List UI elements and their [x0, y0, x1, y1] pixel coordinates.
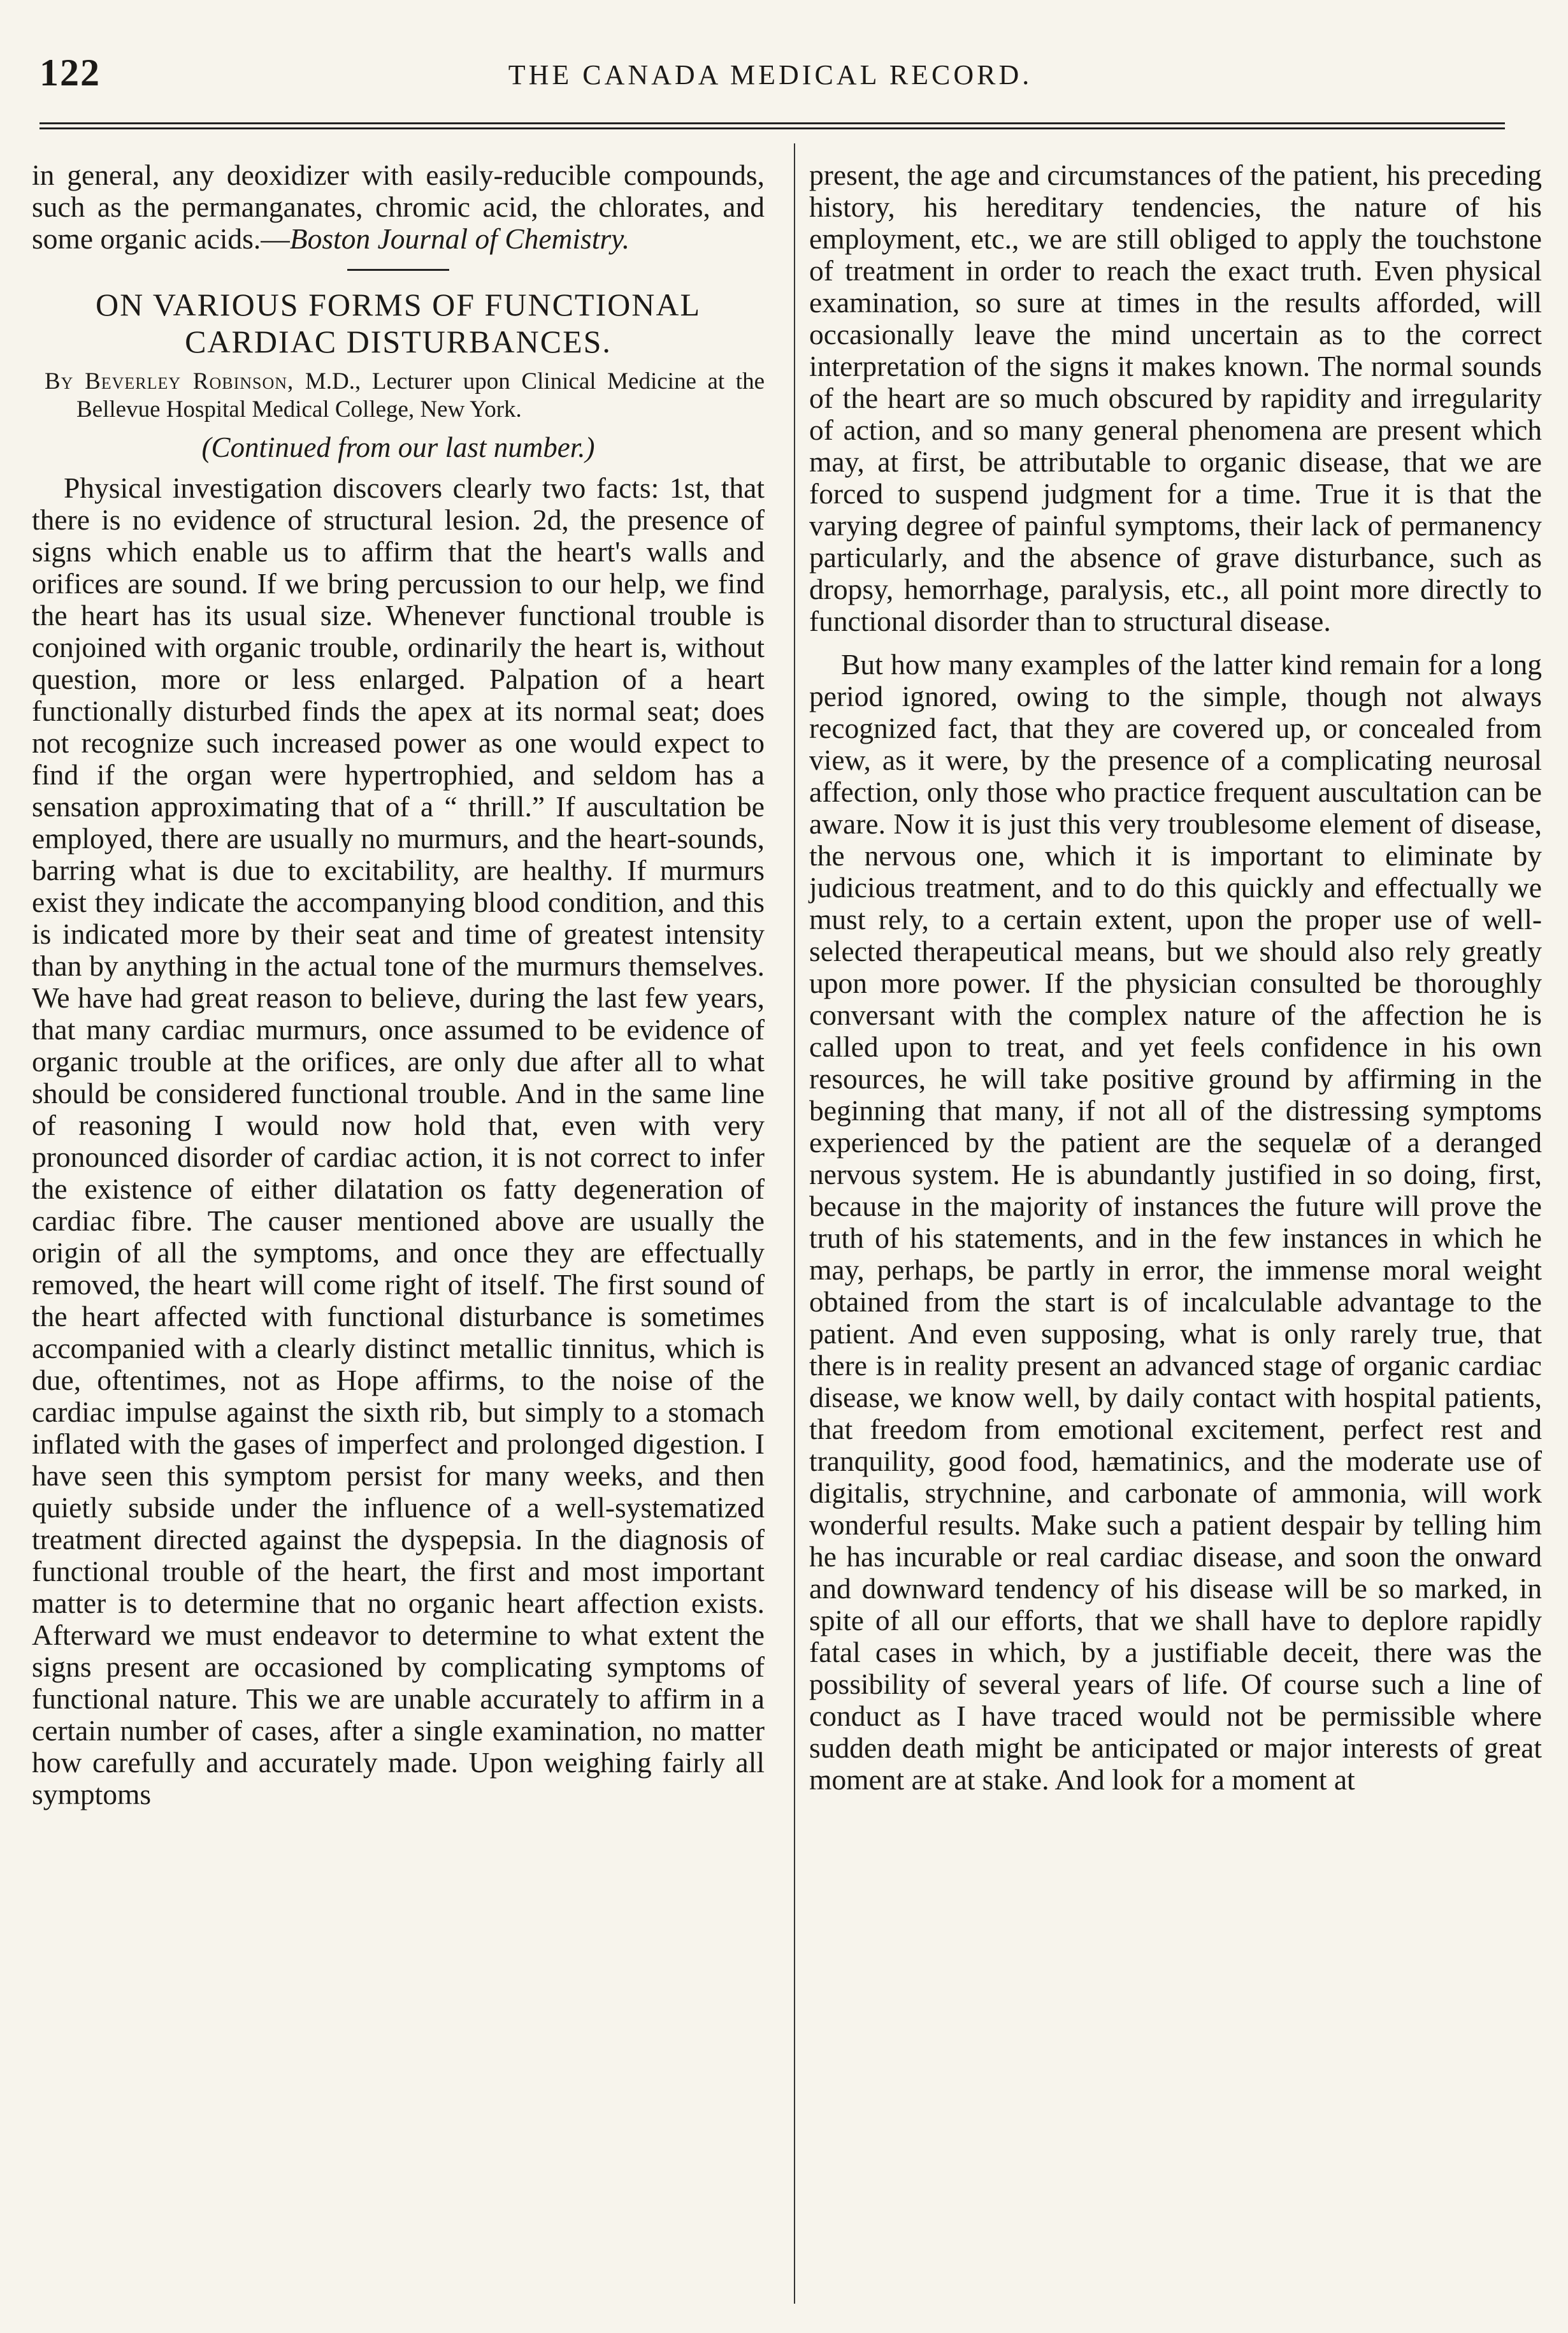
- column-divider: [794, 143, 795, 2304]
- right-column: [809, 159, 1542, 1796]
- continued-note: (Continued from our last number.): [201, 431, 595, 463]
- continuation-paragraph: [32, 159, 765, 255]
- byline-author: Beverley Robinson,: [85, 368, 294, 394]
- article-title: ON VARIOUS FORMS OF FUNCTIONAL CARDIAC DISTURBANCES.: [96, 287, 701, 359]
- byline: [32, 368, 765, 424]
- header-rule-bottom: [40, 127, 1505, 129]
- header-rule-top: [40, 122, 1505, 124]
- page-number: 122: [40, 52, 101, 94]
- article-body-paragraph: Physical investigation discovers clearly two facts: 1st, that there is no evidence of structural lesion. 2d, the presence of signs which enable us to affirm that the heart's walls and orifices are sound. If we bring percussion to our help, we find the heart has its usual size. Whenever functional trouble is conjoined with organic trouble, ordinarily the heart is, without question, more or less enlarged. Palpation of a heart functionally disturbed finds the apex at its normal seat; does not recognize such increased power as one would expect to find if the organ were hypertrophied, and seldom has a sensation approximating that of a “ thrill.” If auscultation be employed, there are usually no murmurs, and the heart-sounds, barring what is due to excitability, are healthy. If murmurs exist they indicate the accompanying blood condition, and this is indicated more by their seat and time of greatest intensity than by anything in the actual tone of the murmurs themselves. We have had great reason to believe, during the last few years, that many cardiac murmurs, once assumed to be evidence of organic trouble at the orifices, are only due after all to what should be considered functional trouble. And in the same line of reasoning I would now hold that, even with very pronounced disorder of cardiac action, it is not correct to infer the existence of either dilatation os fatty degeneration of cardiac fibre. The causer mentioned above are usually the origin of all the symptoms, and once they are effectually removed, the heart will come right of itself. The first sound of the heart affected with functional disturbance is sometimes accompanied with a clearly distinct metallic tinnitus, which is due, oftentimes, not as Hope affirms, to the noise of the cardiac impulse against the sixth rib, but simply to a stomach inflated with the gases of imperfect and prolonged digestion. I have seen this symptom persist for many weeks, and then quietly subside under the influence of a well-systematized treatment directed against the dyspepsia. In the diagnosis of functional trouble of the heart, the first and most important matter is to determine that no organic heart affection exists. Afterward we must endeavor to determine to what extent the signs present are occasioned by complicating symptoms of functional nature. This we are unable accurately to affirm in a certain number of cases, after a single examination, no matter how carefully and accurately made. Upon weighing fairly all symptoms: [32, 472, 765, 1810]
- byline-prefix: By: [45, 368, 74, 394]
- running-head: THE CANADA MEDICAL RECORD.: [508, 59, 1033, 90]
- left-column: [32, 159, 765, 1810]
- paragraph-continued: present, the age and circumstances of the patient, his preceding history, his hereditary tendencies, the nature of his employment, etc., we are still obliged to apply the touchstone of treatment in order to reach the exact truth. Even physical examination, so sure at times in the results afforded, will occasionally leave the mind uncertain as to the correct interpretation of the signs it makes known. The normal sounds of the heart are so much obscured by rapidity and irregularity of action, and so many general phenomena are present which may, at first, be attributable to organic disease, that we are forced to suspend judgment for a time. True it is that the varying degree of painful symptoms, their lack of permanency particularly, and the absence of grave disturbance, such as dropsy, hemorrhage, paralysis, etc., all point more directly to functional disorder than to structural disease.: [809, 159, 1542, 637]
- section-divider: [347, 269, 449, 271]
- continuation-text: in general, any deoxidizer with easily-reducible compounds, such as the permanganates, chromic acid, the chlorates, and some organic acids.—: [32, 159, 765, 255]
- byline-affiliation: M.D., Lecturer upon Clinical Medicine at the Bellevue Hospital Medical College, New York.: [76, 368, 765, 423]
- paragraph: But how many examples of the latter kind remain for a long period ignored, owing to the simple, though not always recognized fact, that they are covered up, or concealed from view, as it were, by the presence of a complicating neurosal affection, only those who practice frequent auscultation can be aware. Now it is just this very troublesome element of disease, the nervous one, which it is important to eliminate by judicious treatment, and to do this quickly and effectually we must rely, to a certain extent, upon the proper use of well-selected therapeutical means, but we should also rely greatly upon more power. If the physician consulted be thoroughly conversant with the complex nature of the affection he is called upon to treat, and yet feels confidence in his own resources, he will take positive ground by affirming in the beginning that many, if not all of the distressing symptoms experienced by the patient are the sequelæ of a deranged nervous system. He is abundantly justified in so doing, first, because in the majority of instances the future will prove the truth of his statements, and in the few instances in which he may, perhaps, be partly in error, the immense moral weight obtained from the start is of incalculable advantage to the patient. And even supposing, what is only rarely true, that there is in reality present an advanced stage of organic cardiac disease, we know well, by daily contact with hospital patients, that freedom from emotional excitement, perfect rest and tranquility, good food, hæmatinics, and the moderate use of digitalis, strychnine, and carbonate of ammonia, will work wonderful results. Make such a patient despair by telling him he has incurable or real cardiac disease, and soon the onward and downward tendency of his disease will be so marked, in spite of all our efforts, that we shall have to deplore rapidly fatal cases in which, by a justifiable deceit, there was the possibility of several years of life. Of course such a line of conduct as I have traced would not be permissible where sudden death might be anticipated or major interests of great moment are at stake. And look for a moment at: [809, 648, 1542, 1796]
- page-header: [40, 51, 1501, 102]
- continuation-source: Boston Journal of Chemistry.: [289, 222, 630, 255]
